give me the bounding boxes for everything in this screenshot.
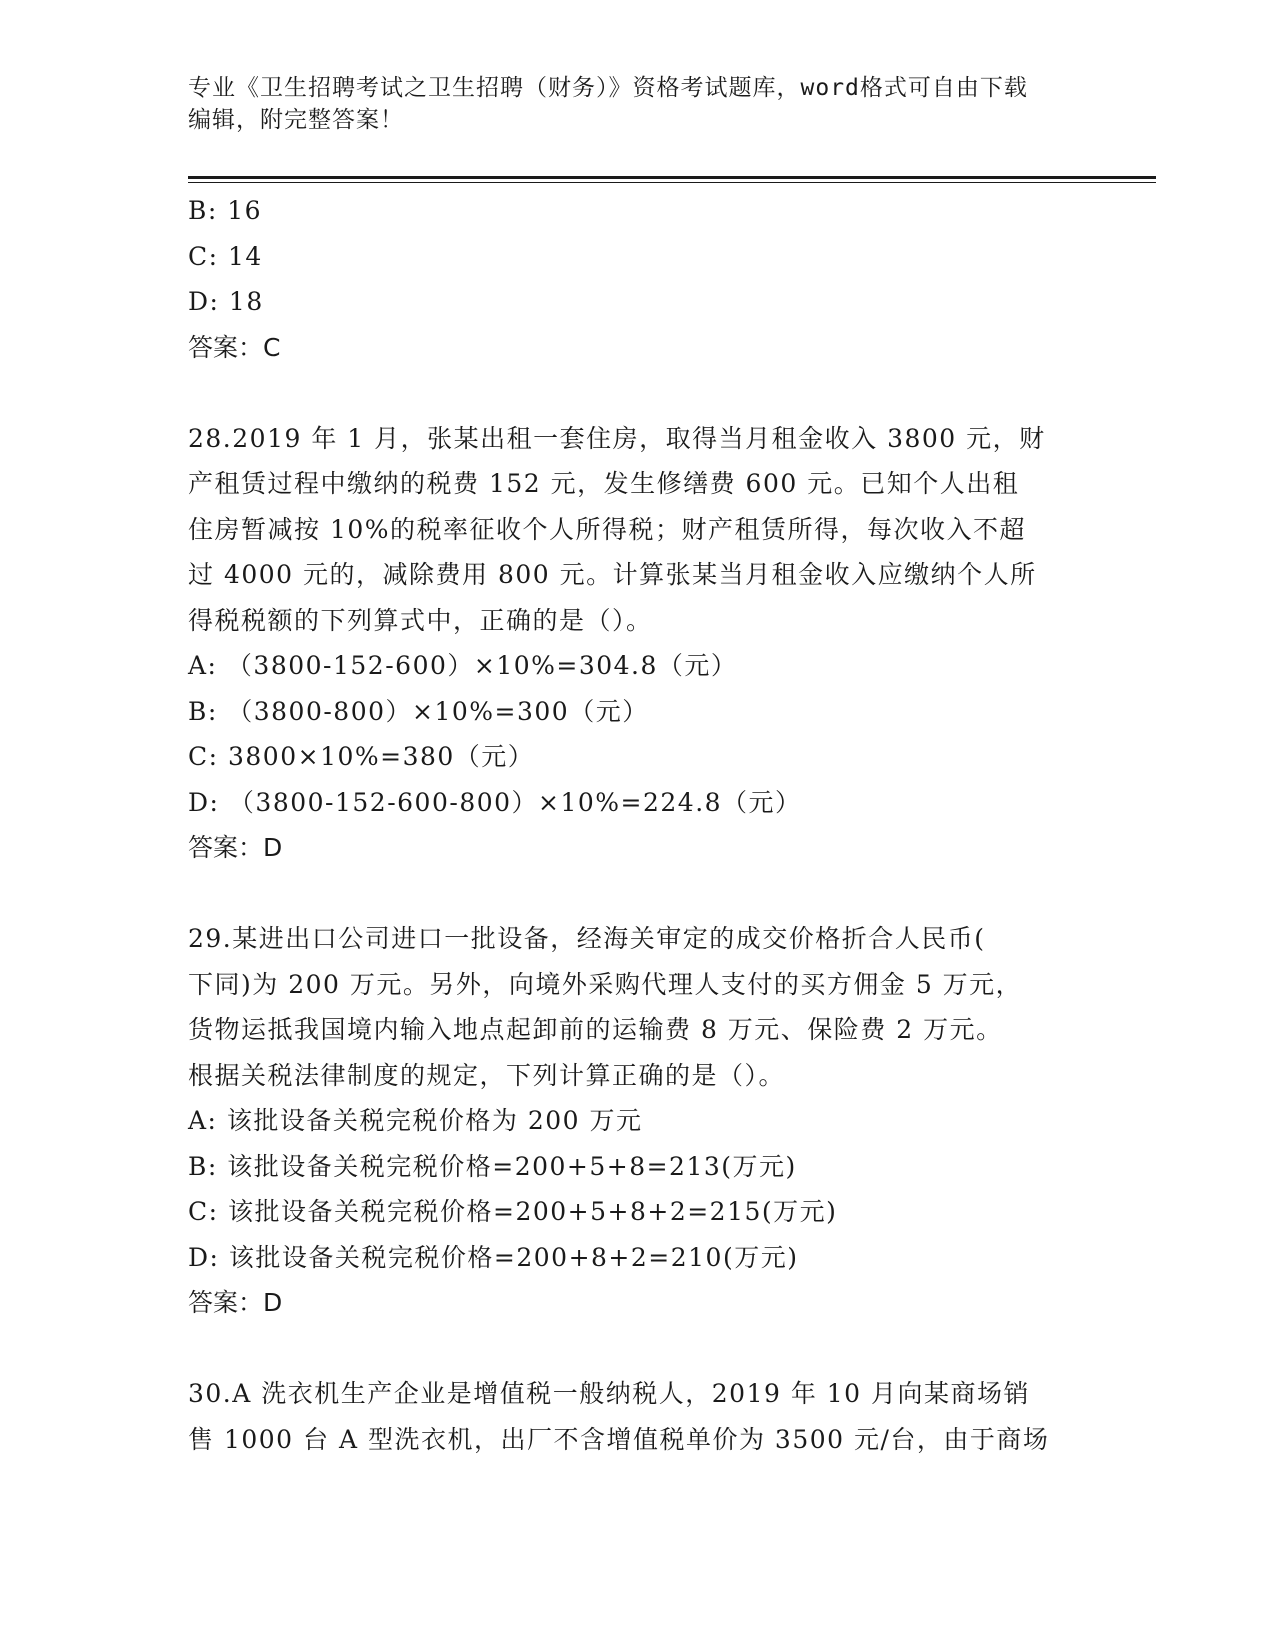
q27-option-b: B: 16: [188, 196, 263, 225]
q27-option-c: C: 14: [188, 241, 263, 271]
q29-option-b: B: 该批设备关税完税价格=200+5+8=213(万元): [188, 1151, 797, 1181]
q28-option-b: B: （3800-800）×10%=300（元）: [188, 696, 649, 726]
q28-option-d: D: （3800-152-600-800）×10%=224.8（元）: [188, 787, 802, 817]
question-29-block: [188, 916, 1108, 1326]
q28-stem-line: 得税税额的下列算式中，正确的是（）。: [188, 605, 653, 635]
q30-stem-line: 30.A 洗衣机生产企业是增值税一般纳税人，2019 年 10 月向某商场销: [188, 1379, 1031, 1408]
q28-answer: 答案：D: [188, 833, 283, 862]
q28-option-c: C: 3800×10%=380（元）: [188, 742, 535, 771]
q29-option-d: D: 该批设备关税完税价格=200+8+2=210(万元): [188, 1242, 799, 1272]
q30-stem-line: 售 1000 台 A 型洗衣机，出厂不含增值税单价为 3500 元/台，由于商场: [188, 1424, 1050, 1454]
q28-stem-line: 产租赁过程中缴纳的税费 152 元，发生修缮费 600 元。已知个人出租: [188, 469, 1020, 498]
q29-stem-line: 根据关税法律制度的规定，下列计算正确的是（）。: [188, 1060, 786, 1090]
q28-stem-line: 住房暂减按 10%的税率征收个人所得税；财产租赁所得，每次收入不超: [188, 514, 1027, 544]
q29-answer: 答案：D: [188, 1288, 283, 1317]
header-line-2: 编辑，附完整答案！: [188, 107, 404, 133]
document-body: [188, 188, 1108, 1462]
q27-option-d: D: 18: [188, 287, 264, 316]
question-30-block: [188, 1371, 1108, 1462]
q29-stem-line: 货物运抵我国境内输入地点起卸前的运输费 8 万元、保险费 2 万元。: [188, 1015, 1003, 1044]
spacer: [188, 370, 1108, 416]
header-rule-thick: [188, 176, 1156, 179]
spacer: [188, 1326, 1108, 1372]
document-header: [188, 72, 1088, 136]
q29-option-c: C: 该批设备关税完税价格=200+5+8+2=215(万元): [188, 1197, 838, 1226]
q29-option-a: A: 该批设备关税完税价格为 200 万元: [188, 1106, 643, 1135]
question-28-block: [188, 416, 1108, 871]
q28-option-a: A: （3800-152-600）×10%=304.8（元）: [188, 651, 738, 680]
q29-stem-line: 下同)为 200 万元。另外，向境外采购代理人支付的买方佣金 5 万元，: [188, 969, 1023, 999]
q28-stem-line: 28.2019 年 1 月，张某出租一套住房，取得当月租金收入 3800 元，财: [188, 423, 1046, 453]
header-line-1: 专业《卫生招聘考试之卫生招聘（财务）》资格考试题库，word格式可自由下载: [188, 75, 1028, 101]
q27-answer: 答案：C: [188, 332, 281, 362]
q28-stem-line: 过 4000 元的，减除费用 800 元。计算张某当月租金收入应缴纳个人所: [188, 560, 1037, 589]
question-27-block: [188, 188, 1108, 370]
spacer: [188, 871, 1108, 917]
header-rule-thin: [188, 182, 1156, 183]
q29-stem-line: 29.某进出口公司进口一批设备，经海关审定的成交价格折合人民币(: [188, 924, 986, 953]
